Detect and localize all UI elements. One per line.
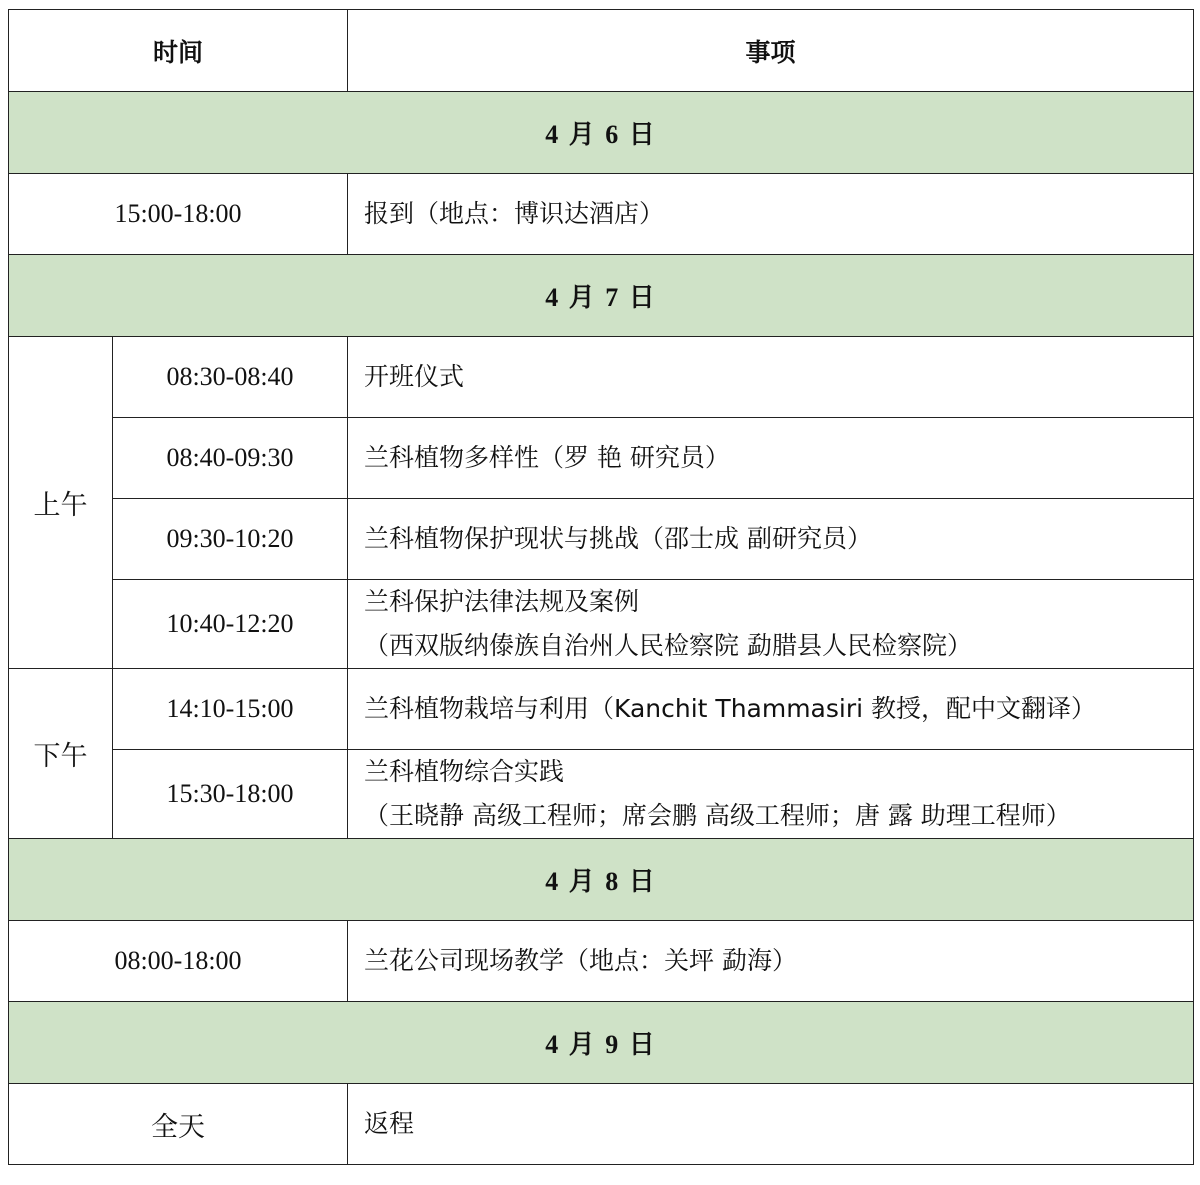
schedule-table [8, 9, 1194, 1165]
time-cell: 15:30-18:00 [113, 750, 348, 839]
item-cell: 报到（地点：博识达酒店） [348, 174, 1194, 255]
date-row [9, 1002, 1194, 1084]
date-label: 4 月 6 日 [9, 92, 1194, 174]
date-row [9, 92, 1194, 174]
period-morning: 上午 [9, 337, 113, 669]
item-cell [348, 499, 1194, 580]
time-cell: 09:30-10:20 [113, 499, 348, 580]
table-row [9, 580, 1194, 669]
item-line: 兰科植物多样性（罗 艳 研究员） [364, 443, 730, 472]
time-cell: 08:30-08:40 [113, 337, 348, 418]
item-line: 兰科植物保护现状与挑战（邵士成 副研究员） [364, 524, 872, 553]
table-row [9, 750, 1194, 839]
item-line: 开班仪式 [364, 362, 465, 391]
time-cell: 15:00-18:00 [9, 174, 348, 255]
time-cell: 08:40-09:30 [113, 418, 348, 499]
time-cell: 14:10-15:00 [113, 669, 348, 750]
item-line: （西双版纳傣族自治州人民检察院 勐腊县人民检察院） [364, 631, 972, 660]
table-row [9, 669, 1194, 750]
header-time: 时间 [9, 10, 348, 92]
item-line: 兰科保护法律法规及案例 [364, 587, 640, 616]
item-cell [348, 580, 1194, 669]
item-cell [348, 750, 1194, 839]
item-cell: 兰花公司现场教学（地点：关坪 勐海） [348, 921, 1194, 1002]
item-cell [348, 337, 1194, 418]
item-line: 兰科植物栽培与利用（Kanchit Thammasiri 教授，配中文翻译） [364, 694, 1097, 723]
table-row [9, 174, 1194, 255]
table-row [9, 337, 1194, 418]
item-line: 兰科植物综合实践 [364, 757, 565, 786]
table-row [9, 921, 1194, 1002]
table-row [9, 1084, 1194, 1165]
time-cell: 08:00-18:00 [9, 921, 348, 1002]
date-row [9, 255, 1194, 337]
header-item: 事项 [348, 10, 1194, 92]
table-row [9, 418, 1194, 499]
date-row [9, 839, 1194, 921]
header-row [9, 10, 1194, 92]
item-line: （王晓静 高级工程师；席会鹏 高级工程师；唐 露 助理工程师） [364, 801, 1071, 830]
date-label: 4 月 7 日 [9, 255, 1194, 337]
item-cell [348, 418, 1194, 499]
period-afternoon: 下午 [9, 669, 113, 839]
item-cell: 返程 [348, 1084, 1194, 1165]
date-label: 4 月 9 日 [9, 1002, 1194, 1084]
time-cell: 10:40-12:20 [113, 580, 348, 669]
item-cell [348, 669, 1194, 750]
date-label: 4 月 8 日 [9, 839, 1194, 921]
time-cell: 全天 [9, 1084, 348, 1165]
table-row [9, 499, 1194, 580]
